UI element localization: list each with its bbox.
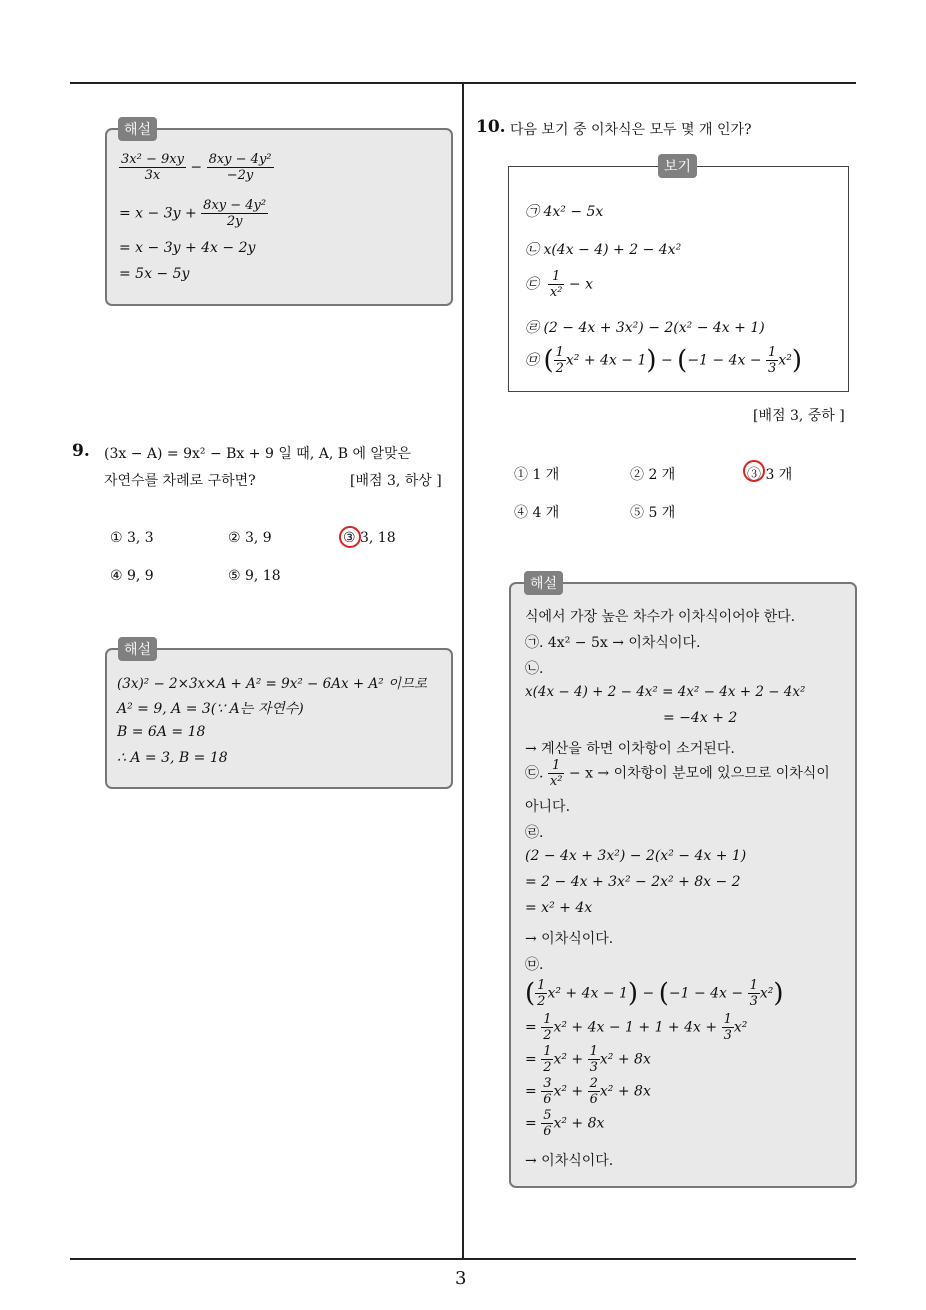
sol10-line18: = $\frac{3}{6}$ x² + $\frac{2}{6}$ x² + 8x xyxy=(525,1076,651,1107)
q9-text-line2: 자연수를 차례로 구하면? xyxy=(104,473,256,489)
q10-choice-4[interactable]: ④ 4 개 xyxy=(514,505,560,521)
q9-number: 9. xyxy=(72,441,90,461)
q10-score: [배점 3, 중하 ] xyxy=(753,408,845,424)
bogi-item-2: ㉡ x(4x − 4) + 2 − 4x² xyxy=(525,242,682,258)
q10-choice-1[interactable]: ① 1 개 xyxy=(514,467,560,483)
sol10-line4: x(4x − 4) + 2 − 4x² = 4x² − 4x + 2 − 4x² xyxy=(525,684,806,700)
bogi-tag: 보기 xyxy=(658,154,697,178)
sol10-line20: → 이차식이다. xyxy=(525,1153,614,1169)
sol10-line1: 식에서 가장 높은 차수가 이차식이어야 한다. xyxy=(525,609,796,625)
sol10-line2: ㉠. 4x² − 5x → 이차식이다. xyxy=(525,635,701,651)
sol10-line9: ㉣. xyxy=(525,825,544,841)
bogi-item-4: ㉣ (2 − 4x + 3x²) − 2(x² − 4x + 1) xyxy=(525,320,765,336)
sol9-line2: A² = 9, A = 3(∵ A는 자연수) xyxy=(117,701,304,717)
solution-box-q9 xyxy=(105,648,453,789)
q10-choice-5[interactable]: ⑤ 5 개 xyxy=(630,505,676,521)
sol8-line4: = 5x − 5y xyxy=(119,266,190,282)
solution-box-q8 xyxy=(105,128,453,306)
sol9-line1: (3x)² − 2×3x×A + A² = 9x² − 6Ax + A² 이므로 xyxy=(117,676,428,692)
bogi-box xyxy=(508,166,849,392)
q9-choice-5[interactable]: ⑤ 9, 18 xyxy=(228,568,281,584)
sol10-line7: ㉢. $\frac{1}{\text{x²}}$ − x → 이차항이 분모에 있으므로 이차식이 xyxy=(525,758,830,789)
solution-tag-q9: 해설 xyxy=(118,637,157,661)
solution-tag-q10: 해설 xyxy=(524,571,563,595)
column-divider xyxy=(462,82,464,1258)
sol9-line3: B = 6A = 18 xyxy=(117,724,206,740)
sol10-line11: = 2 − 4x + 3x² − 2x² + 8x − 2 xyxy=(525,874,741,890)
q10-choice-2[interactable]: ② 2 개 xyxy=(630,467,676,483)
q10-answer-mark xyxy=(743,460,765,482)
sol8-line2: = x − 3y + $\frac{\text{8xy − 4y²}}{2y}$ xyxy=(119,198,267,229)
sol10-line14: ㉤. xyxy=(525,957,544,973)
q10-choice-3[interactable]: ③ 3 개 xyxy=(747,467,793,483)
sol10-line10: (2 − 4x + 3x²) − 2(x² − 4x + 1) xyxy=(525,848,747,864)
bottom-rule xyxy=(70,1258,856,1260)
q9-text-line1: (3x − A) = 9x² − Bx + 9 일 때, A, B 에 알맞은 xyxy=(104,446,412,462)
q9-choice-3[interactable]: ③ 3, 18 xyxy=(343,530,396,546)
sol10-line12: = x² + 4x xyxy=(525,900,593,916)
sol10-line3: ㉡. xyxy=(525,661,544,677)
page-number: 3 xyxy=(455,1268,467,1289)
sol10-line8: 아니다. xyxy=(525,799,571,815)
q9-choice-1[interactable]: ① 3, 3 xyxy=(110,530,154,546)
bogi-item-5: ㉤ ( $\frac{1}{2}$ x² + 4x − 1) − (−1 − 4x − $\frac{1}{3}$ x²) xyxy=(525,345,802,376)
sol10-line6: → 계산을 하면 이차항이 소거된다. xyxy=(525,741,735,757)
q10-text: 다음 보기 중 이차식은 모두 몇 개 인가? xyxy=(510,122,752,138)
sol10-line15: ( $\frac{1}{2}$ x² + 4x − 1) − (−1 − 4x − $\frac{1}{3}$ x²) xyxy=(525,978,784,1009)
sol10-line16: = $\frac{1}{2}$ x² + 4x − 1 + 1 + 4x + $\frac{1}{3}$ x² xyxy=(525,1012,748,1043)
sol10-line17: = $\frac{1}{2}$ x² + $\frac{1}{3}$ x² + 8x xyxy=(525,1044,651,1075)
sol8-line3: = x − 3y + 4x − 2y xyxy=(119,240,256,256)
sol10-line5: = −4x + 2 xyxy=(663,710,738,726)
sol8-line1: $\frac{\text{3x² − 9xy}}{3x}$ − $\frac{\text{8xy − 4y²}}{-2y}$ xyxy=(121,152,272,183)
bogi-item-3: ㉢ $\frac{1}{\text{x²}}$ − x xyxy=(525,269,593,300)
q9-choice-2[interactable]: ② 3, 9 xyxy=(228,530,272,546)
solution-tag-q8: 해설 xyxy=(118,117,157,141)
sol9-line4: ∴ A = 3, B = 18 xyxy=(117,750,228,766)
q10-number: 10. xyxy=(476,117,506,137)
solution-box-q10 xyxy=(509,582,857,1188)
q9-score: [배점 3, 하상 ] xyxy=(350,473,442,489)
bogi-item-1: ㉠ 4x² − 5x xyxy=(525,204,604,220)
q9-answer-mark xyxy=(339,526,361,548)
sol10-line13: → 이차식이다. xyxy=(525,931,614,947)
sol10-line19: = $\frac{5}{6}$ x² + 8x xyxy=(525,1108,605,1139)
q9-choice-4[interactable]: ④ 9, 9 xyxy=(110,568,154,584)
